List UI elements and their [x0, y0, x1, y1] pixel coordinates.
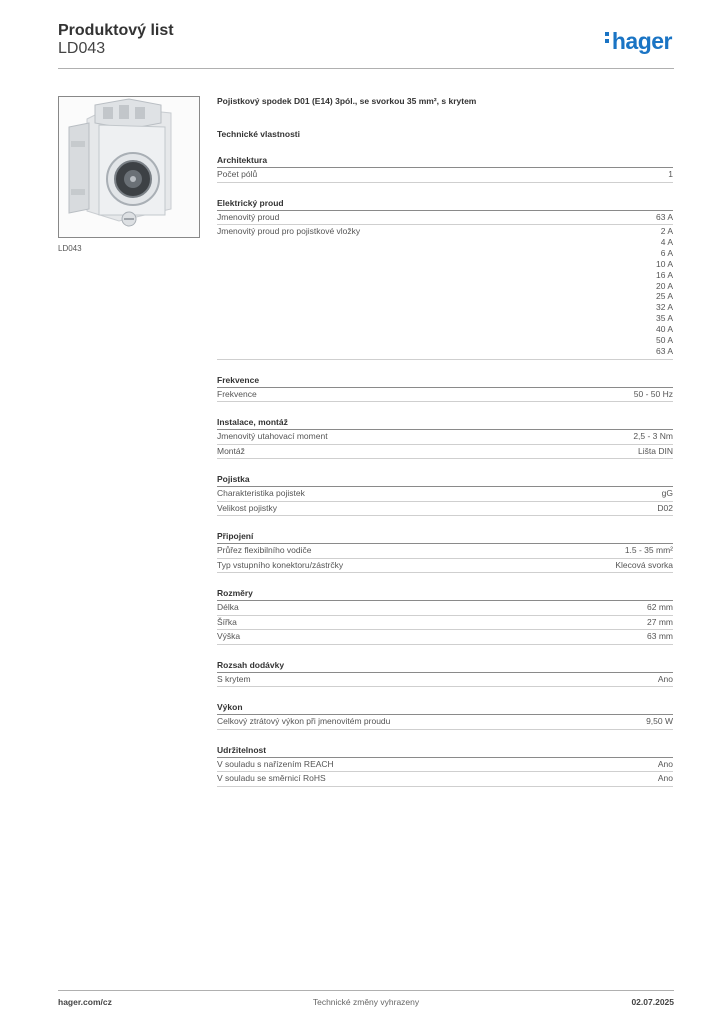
spec-value-item: 50 - 50 Hz [633, 388, 673, 399]
spec-label: Velikost pojistky [217, 502, 277, 513]
spec-row [217, 445, 673, 460]
image-caption: LD043 [58, 244, 82, 253]
footer-date: 02.07.2025 [631, 997, 674, 1007]
section-title: Instalace, montáž [217, 417, 673, 430]
section-title: Udržitelnost [217, 745, 673, 758]
spec-value-item: Ano [657, 758, 673, 769]
product-code: LD043 [58, 40, 106, 57]
spec-section [217, 155, 673, 183]
spec-content [217, 96, 673, 787]
product-image [58, 96, 200, 238]
spec-row [217, 715, 673, 730]
spec-row [217, 225, 673, 360]
spec-section [217, 474, 673, 516]
spec-value [656, 226, 673, 357]
fuse-base-icon [59, 97, 199, 237]
spec-value [656, 212, 673, 223]
spec-section [217, 745, 673, 787]
tech-properties-title: Technické vlastnosti [217, 129, 300, 139]
spec-value [647, 617, 673, 628]
spec-row [217, 630, 673, 645]
spec-value [657, 503, 673, 514]
hager-logo [605, 28, 672, 54]
spec-value-item: 35 A [655, 313, 673, 324]
spec-value [634, 389, 673, 400]
spec-section [217, 198, 673, 360]
spec-value-item: 40 A [655, 324, 673, 335]
spec-row [217, 673, 673, 688]
section-title: Rozměry [217, 588, 673, 601]
spec-section [217, 588, 673, 645]
page-title: Produktový list [58, 22, 174, 39]
spec-value-item: 50 A [655, 335, 673, 346]
spec-value-item: Ano [657, 773, 673, 784]
logo-dots-icon [605, 29, 610, 46]
spec-label: Montáž [217, 445, 245, 456]
spec-value [615, 560, 673, 571]
spec-value-item: Klecová svorka [615, 559, 673, 570]
spec-label: Šířka [217, 616, 237, 627]
section-title: Připojení [217, 531, 673, 544]
spec-value-item: 2 A [660, 226, 673, 236]
section-title: Frekvence [217, 375, 673, 388]
spec-value-item: 6 A [660, 247, 673, 258]
spec-section [217, 417, 673, 459]
spec-row [217, 772, 673, 787]
spec-value-item: 63 A [655, 345, 673, 356]
spec-value-item: 1.5 - 35 mm² [624, 545, 673, 556]
spec-label: Průřez flexibilního vodiče [217, 545, 312, 556]
spec-value-item: 9,50 W [646, 716, 673, 727]
section-title: Pojistka [217, 474, 673, 487]
spec-sections [217, 155, 673, 787]
spec-row [217, 758, 673, 773]
section-title: Elektrický proud [217, 198, 673, 211]
logo-text: hager [611, 28, 672, 54]
spec-value-item: 20 A [655, 280, 673, 291]
footer-website: hager.com/cz [58, 997, 112, 1007]
spec-label: Frekvence [217, 388, 257, 399]
spec-label: Délka [217, 602, 239, 613]
spec-label: Typ vstupního konektoru/zástrčky [217, 559, 344, 570]
spec-row [217, 544, 673, 559]
spec-label: S krytem [217, 673, 251, 684]
spec-row [217, 616, 673, 631]
spec-label: Jmenovitý proud [217, 211, 280, 222]
spec-row [217, 430, 673, 445]
spec-row [217, 487, 673, 502]
spec-value-item: Lišta DIN [638, 445, 673, 456]
spec-row [217, 388, 673, 403]
spec-label: Počet pólů [217, 169, 258, 179]
spec-value-item: 2,5 - 3 Nm [633, 431, 673, 442]
spec-label: V souladu s nařízením REACH [217, 758, 334, 769]
spec-value [668, 169, 673, 180]
spec-label: V souladu se směrnicí RoHS [217, 773, 326, 784]
section-title: Architektura [217, 155, 673, 168]
spec-value [658, 773, 673, 784]
spec-value-item: 63 mm [647, 631, 673, 642]
product-description-text: Pojistkový spodek D01 (E14) 3pól., se svorkou 35 mm², s krytem [217, 96, 477, 106]
spec-value [658, 759, 673, 770]
spec-section [217, 660, 673, 688]
spec-row [217, 559, 673, 574]
spec-value-item: gG [661, 488, 673, 499]
spec-value-item: 10 A [655, 258, 673, 269]
spec-value-item: 62 mm [647, 602, 673, 613]
spec-row [217, 502, 673, 517]
spec-value-item: 16 A [655, 269, 673, 280]
spec-value-item: Ano [657, 673, 673, 684]
spec-value-item: 4 A [660, 236, 673, 247]
spec-section [217, 531, 673, 573]
spec-value [658, 674, 673, 685]
spec-label: Charakteristika pojistek [217, 488, 305, 499]
spec-value [646, 716, 673, 727]
spec-row [217, 601, 673, 616]
spec-label: Jmenovitý utahovací moment [217, 431, 328, 442]
spec-value [638, 446, 673, 457]
spec-value-item: 32 A [655, 302, 673, 313]
header-divider [58, 68, 674, 69]
section-title: Rozsah dodávky [217, 660, 673, 673]
spec-value-item: 63 A [655, 211, 673, 222]
spec-value [633, 431, 673, 442]
spec-row [217, 168, 673, 183]
spec-section [217, 375, 673, 403]
section-title: Výkon [217, 702, 673, 715]
footer-note: Technické změny vyhrazeny [312, 997, 420, 1007]
spec-label: Výška [217, 631, 241, 642]
spec-label: Jmenovitý proud pro pojistkové vložky [217, 226, 361, 236]
footer-divider [58, 990, 674, 991]
page-header [58, 20, 674, 68]
spec-value [625, 545, 673, 556]
spec-value [662, 488, 673, 499]
product-description [217, 96, 673, 107]
spec-value-item: 25 A [655, 291, 673, 302]
spec-row [217, 211, 673, 226]
spec-value-item: 27 mm [647, 616, 673, 627]
spec-value [647, 602, 673, 613]
spec-value-item: 1 [668, 169, 673, 179]
spec-value-item: D02 [657, 502, 673, 513]
spec-section [217, 702, 673, 730]
spec-value [647, 631, 673, 642]
spec-label: Celkový ztrátový výkon při jmenovitém proudu [217, 716, 391, 727]
